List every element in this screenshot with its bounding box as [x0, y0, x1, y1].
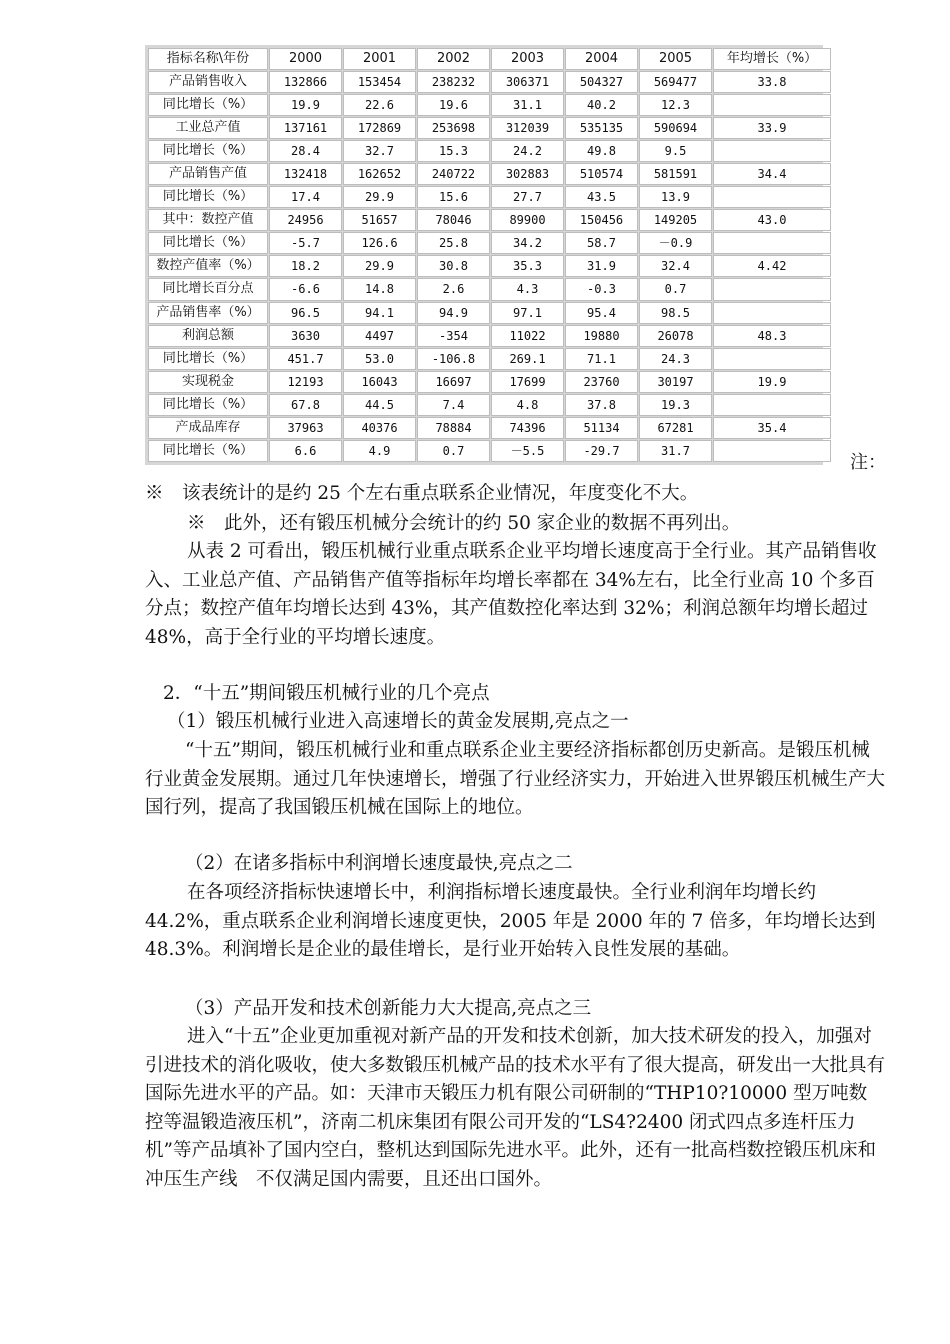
- table-cell: 30197: [639, 371, 712, 393]
- table-cell: 51134: [565, 417, 638, 439]
- table-cell: 3630: [269, 325, 342, 347]
- table-cell: -6.6: [269, 278, 342, 300]
- table-cell: 15.3: [417, 140, 490, 162]
- table-cell: -0.3: [565, 278, 638, 300]
- table-cell: 33.9: [713, 117, 831, 139]
- row-label-cell: 同比增长（%）: [148, 440, 268, 462]
- statistics-table-image: [145, 45, 823, 465]
- table-cell: 96.5: [269, 302, 342, 324]
- table-cell: 29.9: [343, 255, 416, 277]
- table-cell: 28.4: [269, 140, 342, 162]
- table-cell: 14.8: [343, 278, 416, 300]
- table-cell: 510574: [565, 163, 638, 185]
- table-cell: 53.0: [343, 348, 416, 370]
- statistics-table: [147, 47, 832, 463]
- row-label-cell: 同比增长（%）: [148, 232, 268, 254]
- table-cell: 16043: [343, 371, 416, 393]
- table-cell: [713, 186, 831, 208]
- table-cell: 74396: [491, 417, 564, 439]
- table-cell: 31.1: [491, 94, 564, 116]
- row-label-cell: 同比增长（%）: [148, 140, 268, 162]
- table-cell: 6.6: [269, 440, 342, 462]
- table-cell: 89900: [491, 209, 564, 231]
- table-cell: 13.9: [639, 186, 712, 208]
- table-row: [148, 417, 831, 439]
- table-cell: 306371: [491, 71, 564, 93]
- table-cell: 19.3: [639, 394, 712, 416]
- table-cell: 19880: [565, 325, 638, 347]
- table-cell: 149205: [639, 209, 712, 231]
- table-cell: 19.9: [269, 94, 342, 116]
- table-cell: 172869: [343, 117, 416, 139]
- table-cell: 581591: [639, 163, 712, 185]
- table-row: [148, 348, 831, 370]
- table-row: [148, 440, 831, 462]
- table-cell: 40376: [343, 417, 416, 439]
- row-label-cell: 工业总产值: [148, 117, 268, 139]
- table-row: [148, 394, 831, 416]
- table-cell: 94.1: [343, 302, 416, 324]
- table-cell: [713, 140, 831, 162]
- table-cell: 17699: [491, 371, 564, 393]
- table-cell: 22.6: [343, 94, 416, 116]
- table-cell: 18.2: [269, 255, 342, 277]
- row-label-cell: 利润总额: [148, 325, 268, 347]
- row-label-cell: 指标名称\年份: [148, 48, 268, 70]
- table-cell: 95.4: [565, 302, 638, 324]
- table-cell: [713, 348, 831, 370]
- table-cell: 12.3: [639, 94, 712, 116]
- table-cell: 4.3: [491, 278, 564, 300]
- table-cell: 132418: [269, 163, 342, 185]
- table-cell: -5.7: [269, 232, 342, 254]
- table-cell: 58.7: [565, 232, 638, 254]
- table-cell: 43.5: [565, 186, 638, 208]
- table-cell: 67.8: [269, 394, 342, 416]
- table-row: [148, 71, 831, 93]
- table-cell: 2004: [565, 48, 638, 70]
- table-cell: 31.7: [639, 440, 712, 462]
- table-cell: 11022: [491, 325, 564, 347]
- table-cell: 4.8: [491, 394, 564, 416]
- table-row: [148, 325, 831, 347]
- table-row: [148, 232, 831, 254]
- table-cell: 240722: [417, 163, 490, 185]
- table-cell: 35.3: [491, 255, 564, 277]
- table-cell: 451.7: [269, 348, 342, 370]
- table-cell: 17.4: [269, 186, 342, 208]
- row-label-cell: 同比增长（%）: [148, 186, 268, 208]
- table-row: [148, 371, 831, 393]
- table-cell: 37.8: [565, 394, 638, 416]
- row-label-cell: 同比增长百分点: [148, 278, 268, 300]
- table-cell: 150456: [565, 209, 638, 231]
- table-cell: 30.8: [417, 255, 490, 277]
- table-cell: 34.2: [491, 232, 564, 254]
- table-cell: 590694: [639, 117, 712, 139]
- table-row: [148, 209, 831, 231]
- paragraph: “十五”期间，锻压机械行业和重点联系企业主要经济指标都创历史新高。是锻压机械行业黄金发展期。通过几年快速增长，增强了行业经济实力，开始进入世界锻压机械生产大国行列，提高了我国锻压机械在国际上的地位。: [145, 740, 886, 818]
- table-cell: 0.7: [639, 278, 712, 300]
- note-label: 注：: [850, 452, 886, 473]
- table-row: [148, 302, 831, 324]
- table-row: [148, 255, 831, 277]
- table-cell: -106.8: [417, 348, 490, 370]
- table-cell: 4497: [343, 325, 416, 347]
- table-cell: 2005: [639, 48, 712, 70]
- table-cell: 312039: [491, 117, 564, 139]
- table-cell: 67281: [639, 417, 712, 439]
- table-cell: 19.9: [713, 371, 831, 393]
- table-row: [148, 163, 831, 185]
- table-cell: 504327: [565, 71, 638, 93]
- paragraph: （3）产品开发和技术创新能力大大提高,亮点之三: [185, 998, 592, 1019]
- table-cell: -29.7: [565, 440, 638, 462]
- row-label-cell: 其中：数控产值: [148, 209, 268, 231]
- table-cell: 31.9: [565, 255, 638, 277]
- table-row: [148, 278, 831, 300]
- row-label-cell: 产成品库存: [148, 417, 268, 439]
- row-label-cell: 数控产值率（%）: [148, 255, 268, 277]
- table-cell: 44.5: [343, 394, 416, 416]
- paragraph: 2．“十五”期间锻压机械行业的几个亮点: [163, 683, 490, 704]
- table-cell: 23760: [565, 371, 638, 393]
- table-cell: 33.8: [713, 71, 831, 93]
- table-cell: 2.6: [417, 278, 490, 300]
- table-cell: 49.8: [565, 140, 638, 162]
- table-cell: 27.7: [491, 186, 564, 208]
- table-cell: [713, 394, 831, 416]
- table-cell: －0.9: [639, 232, 712, 254]
- table-cell: 26078: [639, 325, 712, 347]
- table-cell: 2001: [343, 48, 416, 70]
- table-cell: 24.2: [491, 140, 564, 162]
- paragraph: （2）在诸多指标中利润增长速度最快,亮点之二: [185, 853, 573, 874]
- table-cell: 15.6: [417, 186, 490, 208]
- table-cell: 137161: [269, 117, 342, 139]
- table-row: [148, 140, 831, 162]
- table-row: [148, 94, 831, 116]
- table-cell: [713, 440, 831, 462]
- table-cell: 9.5: [639, 140, 712, 162]
- table-cell: 24956: [269, 209, 342, 231]
- row-label-cell: 产品销售产值: [148, 163, 268, 185]
- table-cell: 253698: [417, 117, 490, 139]
- table-cell: 569477: [639, 71, 712, 93]
- table-cell: 2003: [491, 48, 564, 70]
- row-label-cell: 实现税金: [148, 371, 268, 393]
- table-cell: 34.4: [713, 163, 831, 185]
- table-cell: 29.9: [343, 186, 416, 208]
- table-cell: 153454: [343, 71, 416, 93]
- table-cell: 32.7: [343, 140, 416, 162]
- row-label-cell: 产品销售收入: [148, 71, 268, 93]
- table-cell: 43.0: [713, 209, 831, 231]
- paragraph: 从表 2 可看出，锻压机械行业重点联系企业平均增长速度高于全行业。其产品销售收入、工业总产值、产品销售产值等指标年均增长率都在 34%左右，比全行业高 10 个多百分点；数控产值年均增长达到 43%，其产值数控化率达到 32%；利润总额年均增长超过 48%，高于全行业的平均增长速度。: [145, 541, 877, 648]
- table-cell: 35.4: [713, 417, 831, 439]
- table-cell: 4.9: [343, 440, 416, 462]
- table-cell: 48.3: [713, 325, 831, 347]
- table-cell: 24.3: [639, 348, 712, 370]
- table-cell: 年均增长（%）: [713, 48, 831, 70]
- table-cell: 94.9: [417, 302, 490, 324]
- table-cell: 132866: [269, 71, 342, 93]
- table-cell: 162652: [343, 163, 416, 185]
- table-cell: 51657: [343, 209, 416, 231]
- paragraph: ※ 此外，还有锻压机械分会统计的约 50 家企业的数据不再列出。: [187, 513, 741, 534]
- table-cell: 126.6: [343, 232, 416, 254]
- table-cell: 98.5: [639, 302, 712, 324]
- table-cell: -354: [417, 325, 490, 347]
- table-cell: 269.1: [491, 348, 564, 370]
- table-cell: 37963: [269, 417, 342, 439]
- table-cell: 78046: [417, 209, 490, 231]
- paragraph: 进入“十五”企业更加重视对新产品的开发和技术创新，加大技术研发的投入，加强对引进技术的消化吸收，使大多数锻压机械产品的技术水平有了很大提高，研发出一大批具有国际先进水平的产品。如：天津市天锻压力机有限公司研制的“THP10?10000 型万吨数控等温锻造液压机”，济南二机床集团有限公司开发的“LS4?2400 闭式四点多连杆压力机”等产品填补了国内空白，整机达到国际先进水平。此外，还有一批高档数控锻压机床和冲压生产线 不仅满足国内需要，且还出口国外。: [145, 1026, 886, 1190]
- paragraph: 在各项经济指标快速增长中，利润指标增长速度最快。全行业利润年均增长约 44.2%，重点联系企业利润增长速度更快，2005 年是 2000 年的 7 倍多，年均增长达到 48.3%。利润增长是企业的最佳增长，是行业开始转入良性发展的基础。: [145, 882, 876, 960]
- table-cell: 238232: [417, 71, 490, 93]
- paragraph: （1）锻压机械行业进入高速增长的黄金发展期,亮点之一: [167, 711, 629, 732]
- row-label-cell: 同比增长（%）: [148, 94, 268, 116]
- table-cell: 4.42: [713, 255, 831, 277]
- table-cell: 97.1: [491, 302, 564, 324]
- table-cell: 0.7: [417, 440, 490, 462]
- table-cell: [713, 278, 831, 300]
- table-row: [148, 186, 831, 208]
- table-row: [148, 117, 831, 139]
- row-label-cell: 同比增长（%）: [148, 348, 268, 370]
- table-cell: [713, 232, 831, 254]
- table-cell: 32.4: [639, 255, 712, 277]
- table-cell: 12193: [269, 371, 342, 393]
- table-cell: 71.1: [565, 348, 638, 370]
- table-cell: [713, 94, 831, 116]
- row-label-cell: 产品销售率（%）: [148, 302, 268, 324]
- row-label-cell: 同比增长（%）: [148, 394, 268, 416]
- paragraph: ※ 该表统计的是约 25 个左右重点联系企业情况，年度变化不大。: [145, 483, 699, 504]
- table-cell: 7.4: [417, 394, 490, 416]
- table-cell: 302883: [491, 163, 564, 185]
- table-cell: 78884: [417, 417, 490, 439]
- table-cell: 16697: [417, 371, 490, 393]
- table-header-row: [148, 48, 831, 70]
- table-cell: 2000: [269, 48, 342, 70]
- table-cell: 25.8: [417, 232, 490, 254]
- table-cell: 19.6: [417, 94, 490, 116]
- table-cell: 535135: [565, 117, 638, 139]
- table-cell: －5.5: [491, 440, 564, 462]
- table-cell: 2002: [417, 48, 490, 70]
- table-cell: [713, 302, 831, 324]
- table-cell: 40.2: [565, 94, 638, 116]
